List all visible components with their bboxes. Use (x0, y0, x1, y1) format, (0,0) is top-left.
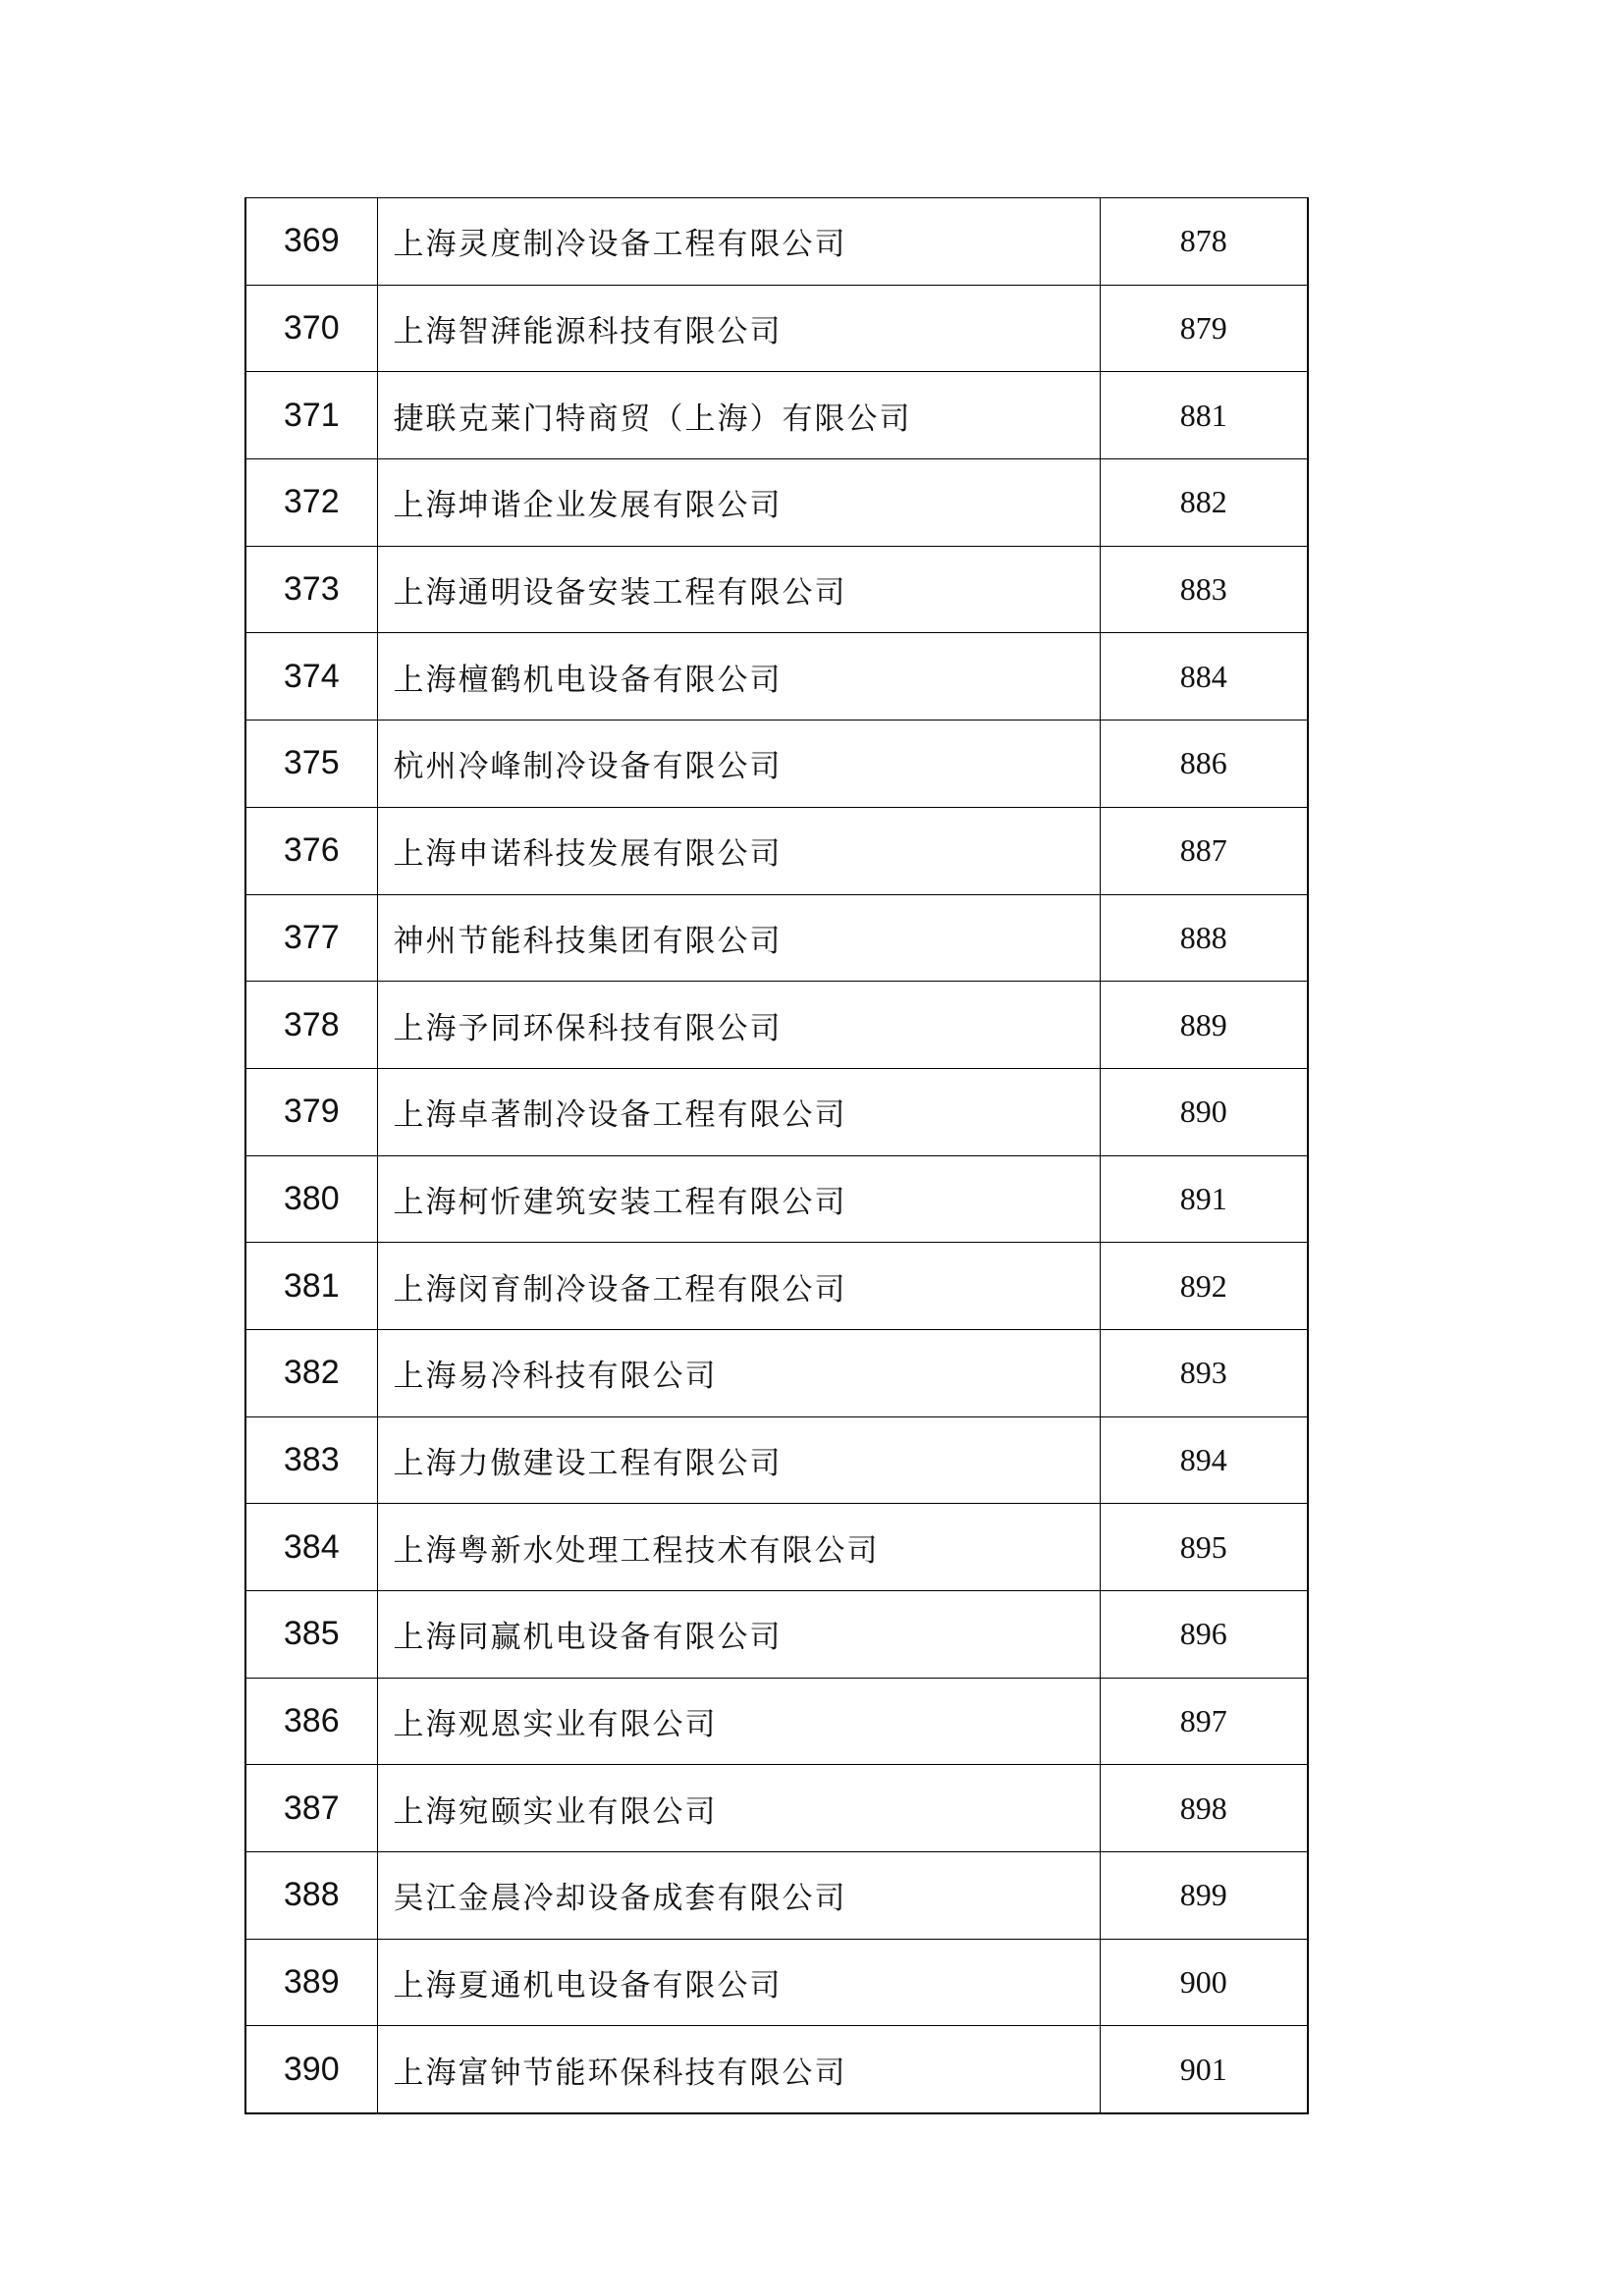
code-cell: 896 (1100, 1591, 1308, 1679)
company-name-cell: 上海予同环保科技有限公司 (377, 982, 1100, 1069)
code-cell: 900 (1100, 1939, 1308, 2026)
code-cell: 886 (1100, 721, 1308, 808)
row-index-cell: 376 (245, 807, 377, 894)
row-index-cell: 390 (245, 2026, 377, 2113)
code-cell: 879 (1100, 285, 1308, 372)
code-cell: 891 (1100, 1155, 1308, 1243)
code-cell: 892 (1100, 1243, 1308, 1330)
code-cell: 897 (1100, 1678, 1308, 1765)
table-row (245, 721, 1308, 808)
code-cell: 888 (1100, 894, 1308, 982)
row-index-cell: 387 (245, 1765, 377, 1852)
row-index-cell: 384 (245, 1504, 377, 1591)
company-name-cell: 捷联克莱门特商贸（上海）有限公司 (377, 372, 1100, 459)
company-name-cell: 上海粤新水处理工程技术有限公司 (377, 1504, 1100, 1591)
table-row (245, 633, 1308, 721)
table-row (245, 198, 1308, 286)
table-row (245, 1765, 1308, 1852)
company-name-cell: 上海申诺科技发展有限公司 (377, 807, 1100, 894)
code-cell: 899 (1100, 1852, 1308, 1940)
table-body (245, 198, 1308, 2113)
row-index-cell: 375 (245, 721, 377, 808)
table-row (245, 1329, 1308, 1416)
company-name-cell: 上海观恩实业有限公司 (377, 1678, 1100, 1765)
code-cell: 901 (1100, 2026, 1308, 2113)
company-name-cell: 上海灵度制冷设备工程有限公司 (377, 198, 1100, 286)
table-row (245, 2026, 1308, 2113)
company-name-cell: 上海夏通机电设备有限公司 (377, 1939, 1100, 2026)
row-index-cell: 372 (245, 459, 377, 547)
row-index-cell: 383 (245, 1416, 377, 1504)
row-index-cell: 369 (245, 198, 377, 286)
company-list-table (244, 197, 1309, 2114)
table-row (245, 1416, 1308, 1504)
company-name-cell: 上海富钟节能环保科技有限公司 (377, 2026, 1100, 2113)
table-row (245, 1591, 1308, 1679)
row-index-cell: 386 (245, 1678, 377, 1765)
row-index-cell: 377 (245, 894, 377, 982)
code-cell: 883 (1100, 546, 1308, 633)
table-row (245, 459, 1308, 547)
table-row (245, 807, 1308, 894)
row-index-cell: 371 (245, 372, 377, 459)
row-index-cell: 380 (245, 1155, 377, 1243)
company-name-cell: 上海力傲建设工程有限公司 (377, 1416, 1100, 1504)
company-name-cell: 上海坤谐企业发展有限公司 (377, 459, 1100, 547)
table-row (245, 894, 1308, 982)
code-cell: 878 (1100, 198, 1308, 286)
row-index-cell: 381 (245, 1243, 377, 1330)
code-cell: 884 (1100, 633, 1308, 721)
company-name-cell: 神州节能科技集团有限公司 (377, 894, 1100, 982)
code-cell: 882 (1100, 459, 1308, 547)
table-row (245, 1852, 1308, 1940)
table-row (245, 1068, 1308, 1155)
code-cell: 889 (1100, 982, 1308, 1069)
code-cell: 893 (1100, 1329, 1308, 1416)
table-row (245, 1939, 1308, 2026)
table-row (245, 1243, 1308, 1330)
company-name-cell: 上海易冷科技有限公司 (377, 1329, 1100, 1416)
row-index-cell: 374 (245, 633, 377, 721)
table-row (245, 546, 1308, 633)
row-index-cell: 388 (245, 1852, 377, 1940)
company-name-cell: 上海智湃能源科技有限公司 (377, 285, 1100, 372)
row-index-cell: 370 (245, 285, 377, 372)
company-name-cell: 上海檀鹤机电设备有限公司 (377, 633, 1100, 721)
code-cell: 890 (1100, 1068, 1308, 1155)
company-name-cell: 上海宛颐实业有限公司 (377, 1765, 1100, 1852)
company-name-cell: 吴江金晨冷却设备成套有限公司 (377, 1852, 1100, 1940)
row-index-cell: 379 (245, 1068, 377, 1155)
row-index-cell: 385 (245, 1591, 377, 1679)
company-name-cell: 上海卓著制冷设备工程有限公司 (377, 1068, 1100, 1155)
table-row (245, 285, 1308, 372)
row-index-cell: 373 (245, 546, 377, 633)
table-row (245, 1504, 1308, 1591)
code-cell: 895 (1100, 1504, 1308, 1591)
code-cell: 887 (1100, 807, 1308, 894)
row-index-cell: 378 (245, 982, 377, 1069)
row-index-cell: 389 (245, 1939, 377, 2026)
row-index-cell: 382 (245, 1329, 377, 1416)
code-cell: 898 (1100, 1765, 1308, 1852)
table-row (245, 1155, 1308, 1243)
table-row (245, 982, 1308, 1069)
company-name-cell: 上海柯忻建筑安装工程有限公司 (377, 1155, 1100, 1243)
table-row (245, 1678, 1308, 1765)
code-cell: 894 (1100, 1416, 1308, 1504)
code-cell: 881 (1100, 372, 1308, 459)
table-row (245, 372, 1308, 459)
company-name-cell: 杭州冷峰制冷设备有限公司 (377, 721, 1100, 808)
company-name-cell: 上海通明设备安装工程有限公司 (377, 546, 1100, 633)
company-name-cell: 上海同赢机电设备有限公司 (377, 1591, 1100, 1679)
company-name-cell: 上海闵育制冷设备工程有限公司 (377, 1243, 1100, 1330)
